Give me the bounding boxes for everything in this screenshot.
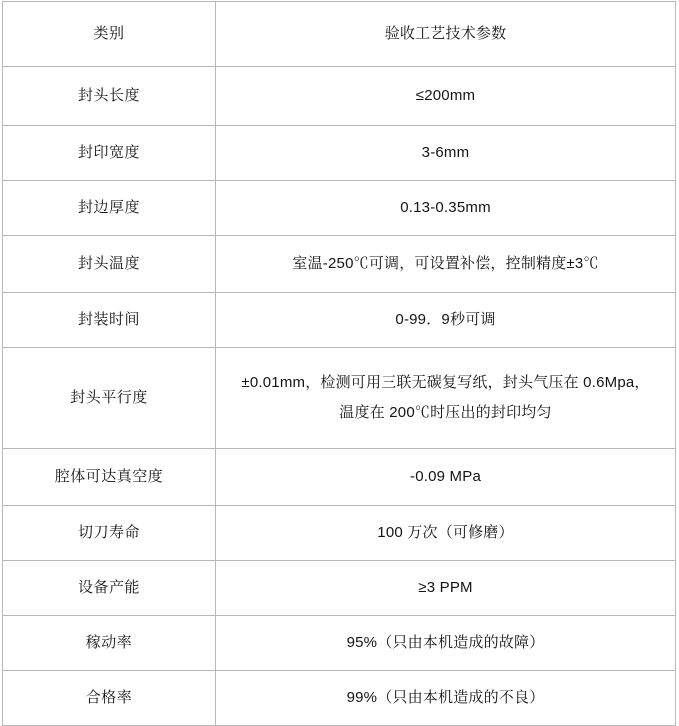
table-row xyxy=(3,561,676,616)
row-label: 稼动率 xyxy=(3,616,216,671)
table-row xyxy=(3,293,676,348)
table-header-value: 验收工艺技术参数 xyxy=(216,2,676,67)
table-row xyxy=(3,506,676,561)
row-value-line-1: ±0.01mm，检测可用三联无碳复写纸，封头气压在 0.6Mpa， xyxy=(241,374,650,391)
table-row xyxy=(3,616,676,671)
row-value: ≥3 PPM xyxy=(216,561,676,616)
table-header-row xyxy=(3,2,676,67)
table-row xyxy=(3,181,676,236)
row-label: 合格率 xyxy=(3,671,216,726)
row-value: 3-6mm xyxy=(216,126,676,181)
table-row xyxy=(3,348,676,449)
table-row xyxy=(3,126,676,181)
row-value: 99%（只由本机造成的不良） xyxy=(216,671,676,726)
row-value-line-2: 温度在 200℃时压出的封印均匀 xyxy=(339,404,552,421)
row-label: 封装时间 xyxy=(3,293,216,348)
row-value: 0.13-0.35mm xyxy=(216,181,676,236)
table-header-label: 类别 xyxy=(3,2,216,67)
row-label: 封头温度 xyxy=(3,236,216,293)
row-value: 室温-250℃可调，可设置补偿，控制精度±3℃ xyxy=(216,236,676,293)
row-value: 0-99．9秒可调 xyxy=(216,293,676,348)
table-row xyxy=(3,671,676,726)
row-value: -0.09 MPa xyxy=(216,449,676,506)
row-value: 100 万次（可修磨） xyxy=(216,506,676,561)
row-label: 腔体可达真空度 xyxy=(3,449,216,506)
row-label: 封头平行度 xyxy=(3,348,216,449)
row-value xyxy=(216,348,676,449)
row-label: 设备产能 xyxy=(3,561,216,616)
row-label: 封印宽度 xyxy=(3,126,216,181)
table-row xyxy=(3,67,676,126)
specification-table xyxy=(2,1,676,726)
table-row xyxy=(3,236,676,293)
row-label: 封边厚度 xyxy=(3,181,216,236)
table-row xyxy=(3,449,676,506)
row-label: 切刀寿命 xyxy=(3,506,216,561)
row-value: ≤200mm xyxy=(216,67,676,126)
row-value: 95%（只由本机造成的故障） xyxy=(216,616,676,671)
row-label: 封头长度 xyxy=(3,67,216,126)
